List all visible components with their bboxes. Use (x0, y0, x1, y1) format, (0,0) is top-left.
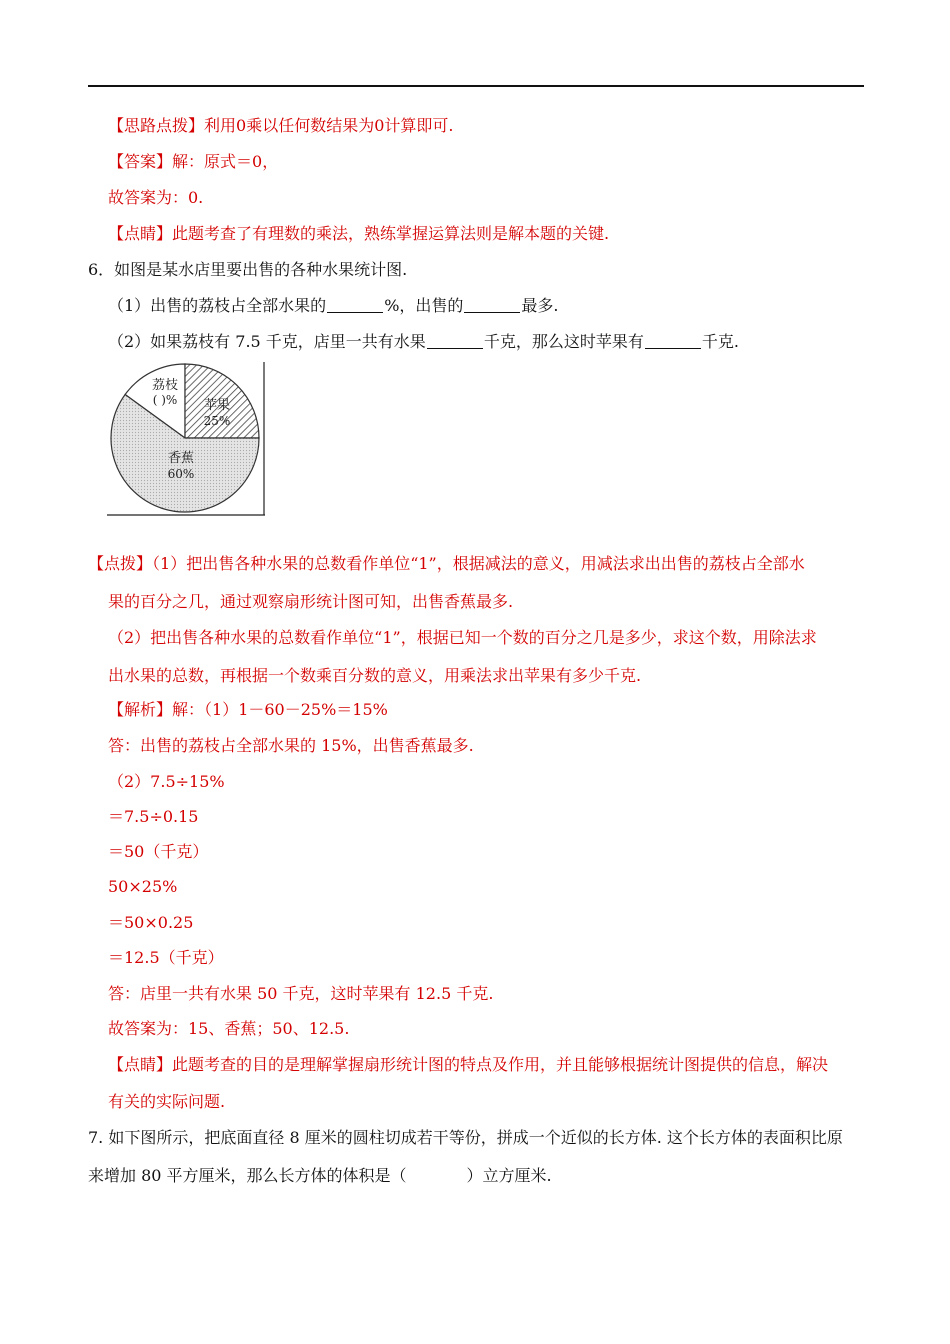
q6-sub1-b: %，出售的 (384, 296, 464, 315)
q6-analysis-line-1 (88, 554, 805, 574)
q6-ans-2: 答：店里一共有水果 50 千克，这时苹果有 12.5 千克. (108, 984, 494, 1003)
p5-final: 故答案为：0. (108, 188, 204, 207)
p5-hint-tag: 【思路点拨】 (108, 116, 205, 135)
q6-step-2: ＝7.5÷0.15 (108, 807, 199, 826)
q6-sub2-c: 千克. (701, 332, 739, 351)
q6-solution-line (108, 700, 388, 720)
pie-value-apple: 25% (203, 414, 231, 428)
p5-comment-line (108, 224, 609, 244)
q6-step-1: （2）7.5÷15% (108, 772, 225, 791)
q6-blank-4[interactable] (645, 332, 701, 349)
pie-slices (111, 364, 259, 512)
q6-blank-3[interactable] (427, 332, 483, 349)
q6-sub1-c: 最多. (521, 296, 559, 315)
q6-sub1-a: （1）出售的荔枝占全部水果的 (108, 296, 327, 315)
q7-line-2b: ）立方厘米. (466, 1166, 552, 1185)
q6-analysis-2a: （2）把出售各种水果的总数看作单位“1”，根据已知一个数的百分之几是多少，求这个数，用除法求 (108, 628, 817, 647)
q6-comment-line (108, 1055, 828, 1075)
p5-hint-text: 利用0乘以任何数结果为0计算即可. (204, 116, 454, 135)
q6-comment-tag: 【点睛】 (108, 1055, 173, 1074)
q7-line-1: 7. 如下图所示，把底面直径 8 厘米的圆柱切成若干等份，拼成一个近似的长方体. 这个长方体的表面积比原 (88, 1128, 843, 1147)
q6-step-5: ＝50×0.25 (108, 913, 194, 932)
p5-answer-text: 解：原式＝0， (172, 152, 279, 171)
p5-answer-line (108, 152, 278, 172)
q6-final: 故答案为：15、香蕉；50、12.5. (108, 1019, 350, 1038)
q6-sub2 (108, 332, 739, 352)
q6-analysis-1a: （1）把出售各种水果的总数看作单位“1”，根据减法的意义，用减法求出出售的荔枝占全部水 (152, 554, 805, 573)
q6-step-3: ＝50（千克） (108, 842, 209, 861)
q6-step-4: 50×25% (108, 877, 178, 896)
q6-blank-2[interactable] (464, 296, 520, 313)
q6-sub2-a: （2）如果荔枝有 7.5 千克，店里一共有水果 (108, 332, 426, 351)
q6-analysis-2b: 出水果的总数，再根据一个数乘百分数的意义，用乘法求出苹果有多少千克. (108, 666, 642, 685)
q7-line-2 (88, 1166, 552, 1186)
p5-comment-tag: 【点睛】 (108, 224, 173, 243)
q6-comment-b: 有关的实际问题. (108, 1092, 226, 1111)
q6-blank-1[interactable] (327, 296, 383, 313)
p5-hint-line (108, 116, 453, 136)
fruit-pie-chart (107, 362, 265, 516)
q6-analysis-tag: 【点拨】 (88, 554, 153, 573)
pie-value-lychee: ( )% (152, 393, 178, 407)
q6-comment-a: 此题考查的目的是理解掌握扇形统计图的特点及作用，并且能够根据统计图提供的信息，解决 (172, 1055, 829, 1074)
q6-sub1 (108, 296, 559, 316)
q6-ans-1: 答：出售的荔枝占全部水果的 15%，出售香蕉最多. (108, 736, 474, 755)
q6-analysis-1b: 果的百分之几，通过观察扇形统计图可知，出售香蕉最多. (108, 592, 514, 611)
pie-label-lychee: 荔枝 (151, 378, 179, 393)
p5-comment-text: 此题考查了有理数的乘法，熟练掌握运算法则是解本题的关键. (172, 224, 610, 243)
q6-stem: 6．如图是某水店里要出售的各种水果统计图. (88, 260, 408, 279)
header-rule (88, 85, 864, 87)
pie-value-banana: 60% (167, 467, 195, 481)
q6-sub2-b: 千克，那么这时苹果有 (483, 332, 644, 351)
q6-solution-1: 解：（1）1－60－25%＝15% (172, 700, 388, 719)
p5-answer-tag: 【答案】 (108, 152, 173, 171)
q6-step-6: ＝12.5（千克） (108, 948, 224, 967)
q6-solution-tag: 【解析】 (108, 700, 173, 719)
q7-line-2a: 来增加 80 平方厘米，那么长方体的体积是（ (88, 1166, 407, 1185)
pie-label-banana: 香蕉 (167, 451, 195, 466)
pie-label-apple: 苹果 (203, 398, 231, 413)
